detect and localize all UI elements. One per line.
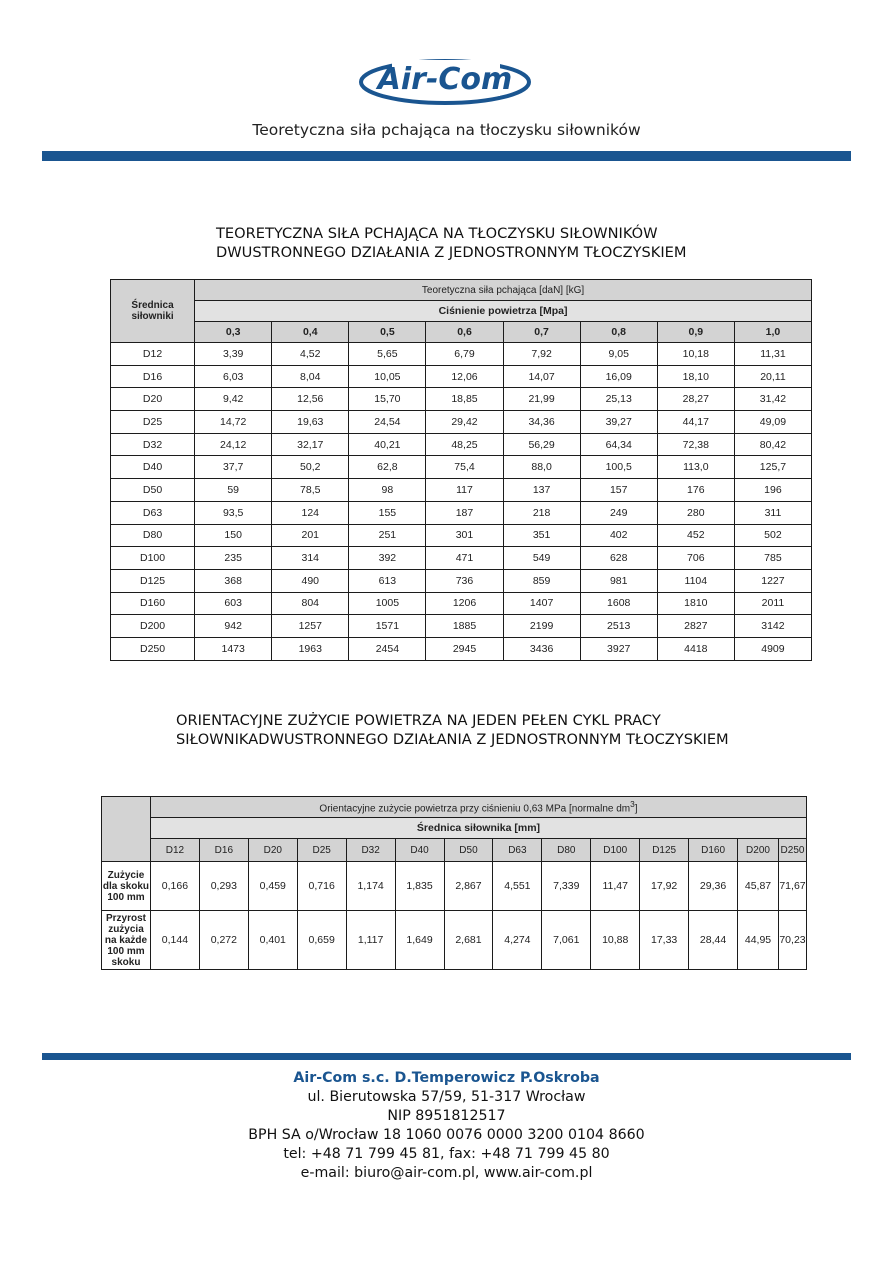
table-cell: 25,13 [580, 388, 657, 411]
table-cell: 0,401 [248, 911, 297, 970]
table-row [111, 433, 812, 456]
row-label: D50 [111, 479, 195, 502]
table-cell: 17,92 [640, 862, 689, 911]
table-cell: 10,88 [591, 911, 640, 970]
table-cell: 40,21 [349, 433, 426, 456]
row-label: D25 [111, 411, 195, 434]
row-label: D12 [111, 343, 195, 366]
table-cell: 314 [272, 547, 349, 570]
table-cell: 157 [580, 479, 657, 502]
table-cell: 8,04 [272, 365, 349, 388]
pressure-col-5: 0,8 [580, 322, 657, 343]
company-phone: tel: +48 71 799 45 81, fax: +48 71 799 45 80 [283, 1146, 610, 1162]
table-cell: 18,85 [426, 388, 503, 411]
table-cell: 859 [503, 569, 580, 592]
table-cell: 471 [426, 547, 503, 570]
table-cell: 251 [349, 524, 426, 547]
corner-label: Średnica siłowniki [111, 280, 195, 343]
table-row [111, 547, 812, 570]
table-cell: 1005 [349, 592, 426, 615]
table-row [111, 569, 812, 592]
table-cell: 4,274 [493, 911, 542, 970]
table-cell: 11,31 [734, 343, 811, 366]
table-cell: 70,23 [778, 911, 806, 970]
table-cell: 301 [426, 524, 503, 547]
table-cell: 0,293 [199, 862, 248, 911]
pressure-col-3: 0,6 [426, 322, 503, 343]
section1-title-line1: TEORETYCZNA SIŁA PCHAJĄCA NA TŁOCZYSKU SIŁOWNIKÓW [216, 225, 658, 242]
table-cell: 45,87 [738, 862, 779, 911]
row-label: D100 [111, 547, 195, 570]
table-cell: 125,7 [734, 456, 811, 479]
table-cell: 7,061 [542, 911, 591, 970]
size-col-3: D25 [297, 839, 346, 862]
force-group-header: Teoretyczna siła pchająca [daN] [kG] [195, 280, 812, 301]
table-cell: 2,867 [444, 862, 493, 911]
table-cell: 2945 [426, 637, 503, 660]
section2-title-line1: ORIENTACYJNE ZUŻYCIE POWIETRZA NA JEDEN PEŁEN CYKL PRACY [176, 712, 661, 729]
size-col-11: D160 [689, 839, 738, 862]
table-cell: 7,92 [503, 343, 580, 366]
table-cell: 31,42 [734, 388, 811, 411]
table-cell: 235 [195, 547, 272, 570]
table-cell: 706 [657, 547, 734, 570]
table-row [111, 388, 812, 411]
table-cell: 0,716 [297, 862, 346, 911]
size-col-6: D50 [444, 839, 493, 862]
table-row [111, 615, 812, 638]
table-row [111, 456, 812, 479]
table-cell: 351 [503, 524, 580, 547]
row-label: Zużycie dla skoku 100 mm [102, 862, 151, 911]
table-cell: 1407 [503, 592, 580, 615]
table-cell: 368 [195, 569, 272, 592]
table-cell: 804 [272, 592, 349, 615]
table-cell: 20,11 [734, 365, 811, 388]
pressure-col-2: 0,5 [349, 322, 426, 343]
table-cell: 50,2 [272, 456, 349, 479]
table-cell: 0,144 [150, 911, 199, 970]
table-cell: 3436 [503, 637, 580, 660]
table-cell: 176 [657, 479, 734, 502]
table-cell: 12,06 [426, 365, 503, 388]
table-cell: 10,18 [657, 343, 734, 366]
table-row [102, 911, 807, 970]
table-cell: 17,33 [640, 911, 689, 970]
table-cell: 29,36 [689, 862, 738, 911]
table-cell: 32,17 [272, 433, 349, 456]
table-cell: 44,95 [738, 911, 779, 970]
size-col-4: D32 [346, 839, 395, 862]
table-cell: 0,272 [199, 911, 248, 970]
table-cell: 5,65 [349, 343, 426, 366]
table-cell: 37,7 [195, 456, 272, 479]
footer [0, 1069, 893, 1183]
table-cell: 155 [349, 501, 426, 524]
air-consumption-table [101, 796, 807, 970]
row-label: D125 [111, 569, 195, 592]
table-cell: 1,174 [346, 862, 395, 911]
table-cell: 6,03 [195, 365, 272, 388]
size-col-7: D63 [493, 839, 542, 862]
table-cell: 15,70 [349, 388, 426, 411]
table-cell: 9,05 [580, 343, 657, 366]
table-cell: 0,659 [297, 911, 346, 970]
table-cell: 1227 [734, 569, 811, 592]
table-cell: 0,459 [248, 862, 297, 911]
table-cell: 34,36 [503, 411, 580, 434]
table-row [111, 501, 812, 524]
table-cell: 88,0 [503, 456, 580, 479]
table-cell: 29,42 [426, 411, 503, 434]
force-table [110, 279, 812, 661]
table-cell: 80,42 [734, 433, 811, 456]
table-row [111, 343, 812, 366]
table-cell: 48,25 [426, 433, 503, 456]
row-label: D40 [111, 456, 195, 479]
table-cell: 124 [272, 501, 349, 524]
consumption-header-end: ] [634, 803, 638, 815]
table-cell: 502 [734, 524, 811, 547]
table-cell: 19,63 [272, 411, 349, 434]
row-label: Przyrost zużycia na każde 100 mm skoku [102, 911, 151, 970]
table-cell: 187 [426, 501, 503, 524]
table-cell: 1810 [657, 592, 734, 615]
table-cell: 71,67 [778, 862, 806, 911]
table-cell: 2011 [734, 592, 811, 615]
table-cell: 2454 [349, 637, 426, 660]
table-cell: 14,72 [195, 411, 272, 434]
table-cell: 942 [195, 615, 272, 638]
logo-text: Air-Com [377, 62, 513, 97]
consumption-header-sup: 3 [630, 799, 635, 810]
table-cell: 201 [272, 524, 349, 547]
pressure-col-7: 1,0 [734, 322, 811, 343]
table-cell: 3,39 [195, 343, 272, 366]
table-cell: 78,5 [272, 479, 349, 502]
size-col-1: D16 [199, 839, 248, 862]
table-cell: 117 [426, 479, 503, 502]
table-cell: 2,681 [444, 911, 493, 970]
pressure-col-0: 0,3 [195, 322, 272, 343]
size-col-2: D20 [248, 839, 297, 862]
table-cell: 392 [349, 547, 426, 570]
consumption-group-header [150, 797, 806, 818]
table-cell: 4418 [657, 637, 734, 660]
table-cell: 4,551 [493, 862, 542, 911]
table-cell: 785 [734, 547, 811, 570]
row-label: D63 [111, 501, 195, 524]
table-cell: 12,56 [272, 388, 349, 411]
size-col-10: D125 [640, 839, 689, 862]
table-cell: 490 [272, 569, 349, 592]
row-label: D20 [111, 388, 195, 411]
section1-title-line2: DWUSTRONNEGO DZIAŁANIA Z JEDNOSTRONNYM TŁOCZYSKIEM [216, 244, 687, 261]
table-cell: 93,5 [195, 501, 272, 524]
header-divider [42, 151, 851, 161]
table-cell: 1608 [580, 592, 657, 615]
size-col-5: D40 [395, 839, 444, 862]
row-label: D200 [111, 615, 195, 638]
table-cell: 981 [580, 569, 657, 592]
table-cell: 0,166 [150, 862, 199, 911]
table-cell: 218 [503, 501, 580, 524]
table-cell: 603 [195, 592, 272, 615]
table-cell: 1473 [195, 637, 272, 660]
table-cell: 59 [195, 479, 272, 502]
table-cell: 21,99 [503, 388, 580, 411]
table-cell: 16,09 [580, 365, 657, 388]
table-cell: 1104 [657, 569, 734, 592]
table-cell: 100,5 [580, 456, 657, 479]
table-cell: 98 [349, 479, 426, 502]
table-cell: 6,79 [426, 343, 503, 366]
row-label: D32 [111, 433, 195, 456]
table-cell: 2827 [657, 615, 734, 638]
pressure-header: Ciśnienie powietrza [Mpa] [195, 301, 812, 322]
table-cell: 1963 [272, 637, 349, 660]
company-nip: NIP 8951812517 [387, 1108, 506, 1124]
table-row [111, 524, 812, 547]
table-cell: 2513 [580, 615, 657, 638]
table-cell: 14,07 [503, 365, 580, 388]
table-cell: 280 [657, 501, 734, 524]
pressure-col-6: 0,9 [657, 322, 734, 343]
table-cell: 11,47 [591, 862, 640, 911]
section2-title-line2: SIŁOWNIKADWUSTRONNEGO DZIAŁANIA Z JEDNOSTRONNYM TŁOCZYSKIEM [176, 731, 729, 748]
section2-title [176, 711, 729, 749]
table-cell: 7,339 [542, 862, 591, 911]
size-col-9: D100 [591, 839, 640, 862]
table-cell: 1,835 [395, 862, 444, 911]
footer-divider [42, 1053, 851, 1060]
table-cell: 1,117 [346, 911, 395, 970]
table-cell: 150 [195, 524, 272, 547]
table-cell: 72,38 [657, 433, 734, 456]
table-cell: 113,0 [657, 456, 734, 479]
table-cell: 452 [657, 524, 734, 547]
table-cell: 3142 [734, 615, 811, 638]
consumption-header-text: Orientacyjne zużycie powietrza przy ciśnieniu 0,63 MPa [normalne dm [319, 803, 631, 815]
table-cell: 18,10 [657, 365, 734, 388]
pressure-col-4: 0,7 [503, 322, 580, 343]
table-cell: 2199 [503, 615, 580, 638]
section1-title [216, 224, 686, 262]
size-col-13: D250 [778, 839, 806, 862]
table-cell: 39,27 [580, 411, 657, 434]
company-name: Air-Com s.c. D.Temperowicz P.Oskroba [293, 1070, 600, 1086]
size-col-12: D200 [738, 839, 779, 862]
row-label: D160 [111, 592, 195, 615]
table-cell: 311 [734, 501, 811, 524]
diameter-header: Średnica siłownika [mm] [150, 818, 806, 839]
row-label: D80 [111, 524, 195, 547]
table-cell: 1206 [426, 592, 503, 615]
table-cell: 62,8 [349, 456, 426, 479]
table-cell: 75,4 [426, 456, 503, 479]
company-address: ul. Bierutowska 57/59, 51-317 Wrocław [307, 1089, 586, 1105]
company-email: e-mail: biuro@air-com.pl, www.air-com.pl [300, 1165, 593, 1181]
table-cell: 10,05 [349, 365, 426, 388]
table-cell: 24,54 [349, 411, 426, 434]
table-cell: 736 [426, 569, 503, 592]
table-row [102, 862, 807, 911]
table-cell: 4909 [734, 637, 811, 660]
table-cell: 196 [734, 479, 811, 502]
table-cell: 1257 [272, 615, 349, 638]
table-cell: 137 [503, 479, 580, 502]
table-row [111, 411, 812, 434]
table-cell: 44,17 [657, 411, 734, 434]
table-cell: 9,42 [195, 388, 272, 411]
table-cell: 64,34 [580, 433, 657, 456]
table-row [111, 637, 812, 660]
page-subtitle: Teoretyczna siła pchająca na tłoczysku siłowników [252, 121, 641, 139]
table-cell: 1,649 [395, 911, 444, 970]
table-cell: 1571 [349, 615, 426, 638]
table-cell: 628 [580, 547, 657, 570]
table-cell: 3927 [580, 637, 657, 660]
table-row [111, 479, 812, 502]
table-cell: 49,09 [734, 411, 811, 434]
size-col-8: D80 [542, 839, 591, 862]
table-cell: 402 [580, 524, 657, 547]
table-cell: 28,44 [689, 911, 738, 970]
air-com-logo [358, 52, 533, 108]
corner-blank [102, 797, 151, 862]
table-cell: 56,29 [503, 433, 580, 456]
table-cell: 4,52 [272, 343, 349, 366]
row-label: D16 [111, 365, 195, 388]
table-cell: 549 [503, 547, 580, 570]
table-cell: 28,27 [657, 388, 734, 411]
row-label: D250 [111, 637, 195, 660]
table-row [111, 592, 812, 615]
table-cell: 24,12 [195, 433, 272, 456]
pressure-col-1: 0,4 [272, 322, 349, 343]
table-cell: 249 [580, 501, 657, 524]
size-col-0: D12 [150, 839, 199, 862]
company-bank: BPH SA o/Wrocław 18 1060 0076 0000 3200 0104 8660 [248, 1127, 645, 1143]
table-cell: 613 [349, 569, 426, 592]
table-row [111, 365, 812, 388]
table-cell: 1885 [426, 615, 503, 638]
